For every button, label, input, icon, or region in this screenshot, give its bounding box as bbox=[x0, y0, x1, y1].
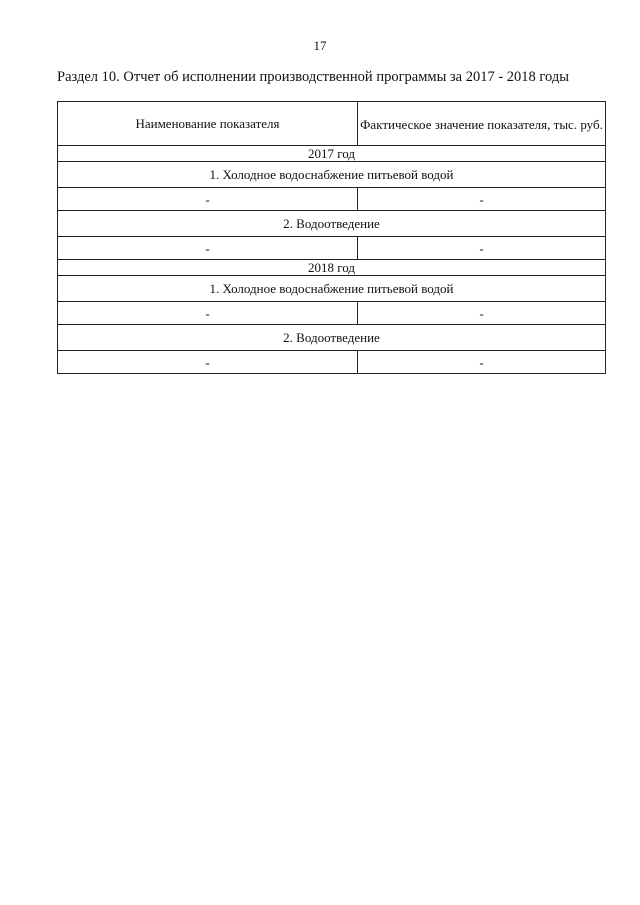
section-row bbox=[58, 211, 606, 237]
section-row bbox=[58, 162, 606, 188]
indicator-value-cell: - bbox=[358, 302, 606, 325]
report-table bbox=[57, 101, 606, 374]
indicator-name-cell: - bbox=[58, 351, 358, 374]
indicator-name-cell: - bbox=[58, 188, 358, 211]
table-row bbox=[58, 188, 606, 211]
indicator-name-cell: - bbox=[58, 302, 358, 325]
section-label: 1. Холодное водоснабжение питьевой водой bbox=[58, 162, 606, 188]
year-row bbox=[58, 260, 606, 276]
year-label: 2018 год bbox=[58, 260, 606, 276]
indicator-value-cell: - bbox=[358, 237, 606, 260]
table-row bbox=[58, 351, 606, 374]
section-row bbox=[58, 276, 606, 302]
year-row bbox=[58, 146, 606, 162]
indicator-value-cell: - bbox=[358, 188, 606, 211]
section-label: 1. Холодное водоснабжение питьевой водой bbox=[58, 276, 606, 302]
section-label: 2. Водоотведение bbox=[58, 211, 606, 237]
year-label: 2017 год bbox=[58, 146, 606, 162]
page-number: 17 bbox=[313, 38, 327, 53]
header-actual-value: Фактическое значение показателя, тыс. руб. bbox=[358, 102, 606, 146]
table-row bbox=[58, 302, 606, 325]
table-row bbox=[58, 237, 606, 260]
indicator-value-cell: - bbox=[358, 351, 606, 374]
header-indicator-name: Наименование показателя bbox=[58, 102, 358, 146]
indicator-name-cell: - bbox=[58, 237, 358, 260]
section-label: 2. Водоотведение bbox=[58, 325, 606, 351]
section-row bbox=[58, 325, 606, 351]
table-header-row bbox=[58, 102, 606, 146]
section-title: Раздел 10. Отчет об исполнении производственной программы за 2017 - 2018 годы bbox=[57, 69, 569, 85]
